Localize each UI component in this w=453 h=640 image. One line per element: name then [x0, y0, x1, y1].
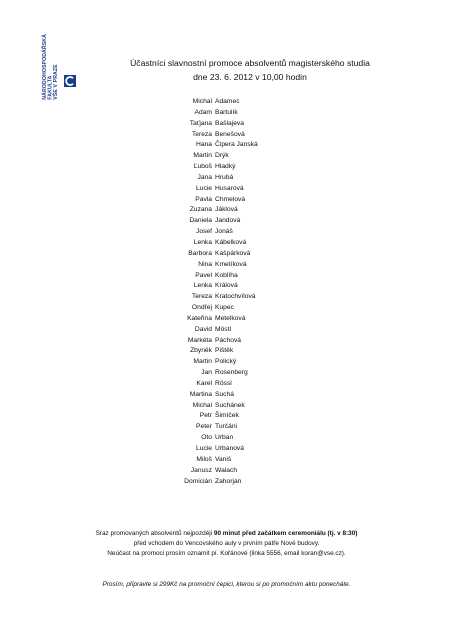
- meeting-time-line: [40, 529, 413, 539]
- graduate-row: [100, 390, 400, 401]
- graduate-row: [100, 368, 400, 379]
- graduate-first-name: Martina: [189, 390, 212, 398]
- graduate-row: [100, 346, 400, 357]
- graduate-row: [100, 303, 400, 314]
- graduate-first-name: Daniela: [189, 217, 212, 225]
- graduate-row: [100, 140, 400, 151]
- graduate-row: [100, 130, 400, 141]
- graduate-last-name: Bašlajeva: [215, 119, 244, 127]
- graduate-row: [100, 97, 400, 108]
- graduate-row: [100, 205, 400, 216]
- graduate-first-name: Oto: [201, 434, 212, 442]
- graduate-first-name: Janusz: [190, 466, 212, 474]
- meeting-info: [40, 529, 413, 558]
- graduates-list: [100, 97, 400, 487]
- graduate-first-name: Lucie: [196, 184, 212, 192]
- graduate-last-name: Suchánek: [215, 401, 245, 409]
- graduate-first-name: Hana: [196, 141, 212, 149]
- graduate-row: [100, 411, 400, 422]
- graduate-last-name: Jandová: [215, 217, 241, 225]
- graduate-last-name: Rosenberg: [215, 369, 248, 377]
- meeting-time-emphasis: 90 minut před začátkem ceremoniálu (tj. v 8:30): [213, 530, 358, 537]
- meeting-time-prefix: Sraz promovaných absolventů nejpozději: [95, 530, 214, 537]
- absence-notice-line: Neúčast na promoci prosím oznamit pí. Kořánové (linka 5556, email koran@vse.cz).: [107, 549, 346, 557]
- faculty-emblem-icon: [64, 75, 76, 87]
- graduate-first-name: Taťjana: [189, 119, 212, 127]
- graduate-last-name: Rössl: [215, 379, 232, 387]
- graduate-first-name: Pavla: [195, 195, 212, 203]
- graduate-row: [100, 314, 400, 325]
- graduate-row: [100, 422, 400, 433]
- graduate-last-name: Páchová: [215, 336, 242, 344]
- graduate-last-name: Kábelková: [215, 238, 247, 246]
- graduate-row: [100, 227, 400, 238]
- graduate-first-name: Markéta: [187, 336, 212, 344]
- graduate-row: [100, 292, 400, 303]
- graduate-first-name: Ondřej: [191, 304, 212, 312]
- graduate-first-name: Pavel: [195, 271, 212, 279]
- graduate-row: [100, 260, 400, 271]
- document-title: Účastníci slavnostní promoce absolventů magisterského studia: [130, 58, 370, 68]
- graduate-row: [100, 401, 400, 412]
- faculty-logo-text: NÁRODOHOSPODÁŘSKÁ FAKULTA VŠE V PRAZE: [42, 34, 59, 100]
- graduate-last-name: Urban: [215, 434, 234, 442]
- graduate-row: [100, 108, 400, 119]
- graduate-last-name: Čipera Janská: [215, 141, 258, 149]
- graduate-first-name: Lenka: [193, 238, 212, 246]
- graduate-row: [100, 119, 400, 130]
- graduate-first-name: Josef: [196, 228, 212, 236]
- graduate-first-name: Martin: [193, 152, 212, 160]
- graduate-first-name: Jana: [197, 173, 212, 181]
- graduate-first-name: Jan: [201, 369, 212, 377]
- meeting-place-line: před vchodem do Vencovského auly v prvním patře Nové budovy.: [133, 539, 320, 547]
- graduate-row: [100, 249, 400, 260]
- graduate-row: [100, 151, 400, 162]
- graduate-last-name: Kratochvílová: [215, 293, 256, 301]
- graduate-first-name: Zuzana: [189, 206, 212, 214]
- graduate-first-name: Petr: [199, 412, 212, 420]
- graduate-last-name: Jáklová: [215, 206, 238, 214]
- graduate-last-name: Metelková: [215, 314, 246, 322]
- graduate-first-name: David: [194, 325, 212, 333]
- graduate-first-name: Peter: [196, 423, 212, 431]
- graduate-last-name: Kašpárková: [215, 249, 251, 257]
- graduate-row: [100, 336, 400, 347]
- graduate-first-name: Tereza: [191, 130, 212, 138]
- graduate-last-name: Suchá: [215, 390, 234, 398]
- graduate-row: [100, 162, 400, 173]
- graduate-last-name: Králová: [215, 282, 238, 290]
- graduate-row: [100, 271, 400, 282]
- graduate-first-name: Tereza: [191, 293, 212, 301]
- graduate-row: [100, 444, 400, 455]
- graduate-row: [100, 325, 400, 336]
- graduate-first-name: Adam: [194, 108, 212, 116]
- graduate-first-name: Nina: [198, 260, 212, 268]
- graduate-last-name: Jonáš: [215, 228, 233, 236]
- graduate-first-name: Kateřina: [187, 314, 212, 322]
- cap-fee-note: Prosím, připravte si 299Kč na promoční čepici, kterou si po promočním aktu ponecháte.: [102, 581, 351, 588]
- graduate-last-name: Hrubá: [215, 173, 234, 181]
- graduate-first-name: Domicián: [184, 477, 212, 485]
- graduate-row: [100, 379, 400, 390]
- graduate-first-name: Lucie: [196, 445, 212, 452]
- faculty-logo: [42, 34, 76, 100]
- graduate-first-name: Lenka: [193, 282, 212, 290]
- graduate-last-name: Kmetíková: [215, 260, 247, 268]
- graduate-row: [100, 281, 400, 292]
- graduate-row: [100, 184, 400, 195]
- graduate-row: [100, 173, 400, 184]
- graduate-row: [100, 466, 400, 477]
- graduate-last-name: Kupec: [215, 304, 234, 312]
- graduate-last-name: Koblíha: [215, 271, 238, 279]
- graduate-last-name: Drýk: [215, 152, 229, 160]
- graduate-row: [100, 357, 400, 368]
- graduate-last-name: Hladký: [215, 163, 236, 171]
- graduate-last-name: Pištěk: [215, 347, 234, 355]
- graduate-first-name: Michal: [192, 401, 212, 409]
- graduate-last-name: Bartulík: [215, 108, 238, 116]
- graduate-last-name: Vaniš: [215, 455, 232, 463]
- graduate-last-name: Husarová: [215, 184, 244, 192]
- graduate-last-name: Šimíček: [215, 412, 239, 420]
- graduate-row: [100, 216, 400, 227]
- graduate-last-name: Urbanová: [215, 445, 244, 452]
- graduate-last-name: Polický: [215, 358, 237, 366]
- faculty-logo-wordmark: [42, 34, 63, 100]
- graduate-first-name: Ľuboš: [193, 163, 212, 171]
- graduate-first-name: Zbyněk: [190, 347, 212, 355]
- graduate-last-name: Benešová: [215, 130, 245, 138]
- graduate-row: [100, 455, 400, 466]
- graduate-last-name: Walach: [215, 466, 238, 474]
- graduate-first-name: Martin: [193, 358, 212, 366]
- graduate-last-name: Adamec: [215, 98, 240, 105]
- graduate-row: [100, 238, 400, 249]
- graduate-last-name: Möstl: [215, 325, 231, 333]
- graduate-last-name: Turčáni: [215, 423, 238, 431]
- graduate-first-name: Barbora: [188, 249, 212, 257]
- graduate-row: [100, 195, 400, 206]
- ceremony-date: dne 23. 6. 2012 v 10,00 hodin: [193, 72, 307, 82]
- graduate-first-name: Karel: [196, 379, 212, 387]
- graduate-last-name: Chmelová: [215, 195, 246, 203]
- graduate-row: [100, 477, 400, 488]
- graduate-first-name: Michal: [192, 98, 212, 105]
- graduate-row: [100, 433, 400, 444]
- graduate-first-name: Miloš: [196, 455, 212, 463]
- graduate-last-name: Zahorjan: [215, 477, 242, 485]
